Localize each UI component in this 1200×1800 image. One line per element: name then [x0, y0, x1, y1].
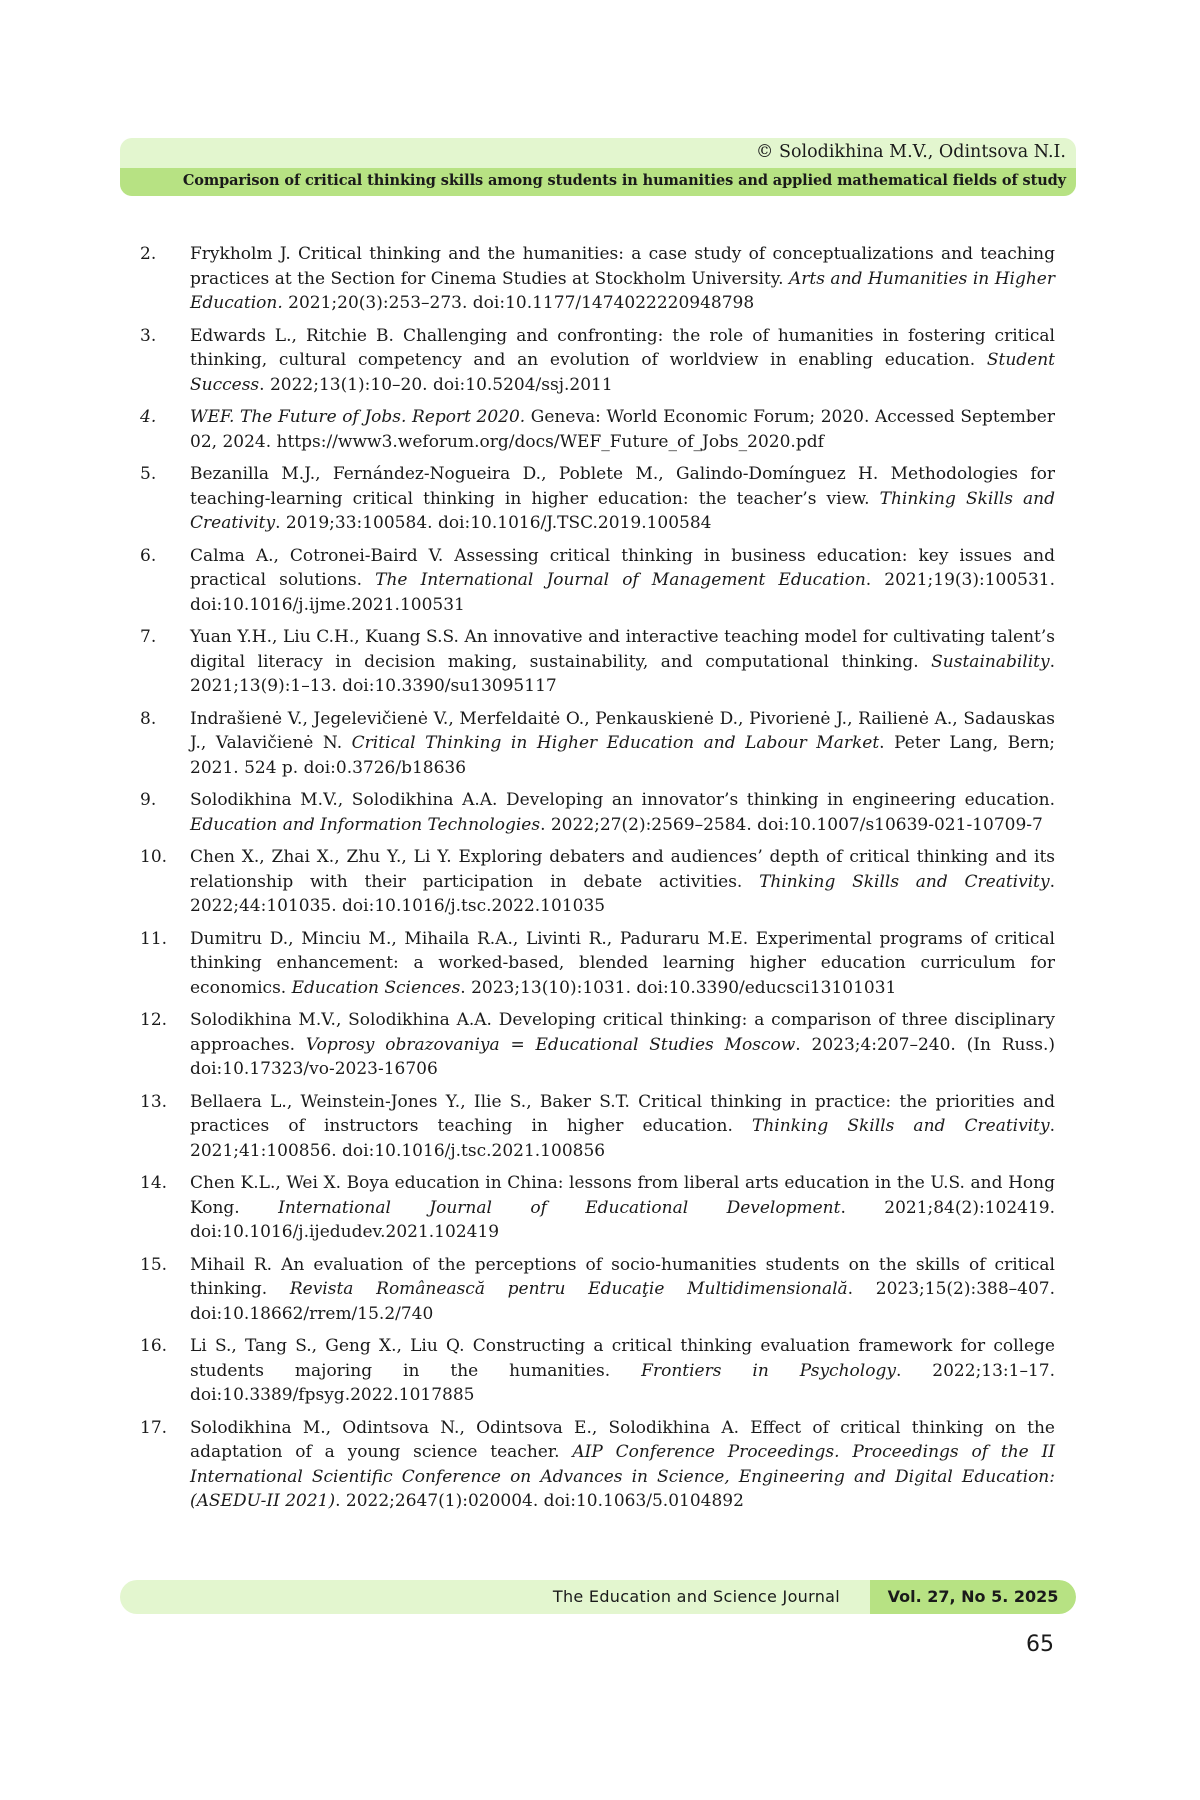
running-footer — [120, 1580, 1076, 1614]
reference-segment: . 2022;44:101035. doi:10.1016/j.tsc.2022.101035 — [190, 871, 1055, 916]
reference-segment: Mihail R. An evaluation of the perceptions of socio-humanities students on the skills of critical thinking. — [190, 1254, 1055, 1299]
reference-item — [140, 625, 1055, 699]
reference-source-title: Sustainability — [931, 651, 1050, 672]
reference-number: 17. — [140, 1417, 168, 1438]
reference-list — [140, 242, 1055, 1522]
reference-source-title: Thinking Skills and Creativity — [190, 488, 1056, 533]
reference-segment: Solodikhina M., Odintsova N., Odintsova E., Solodikhina A. Effect of critical thinking on the adaptation of a young science teacher. — [190, 1417, 1055, 1462]
reference-item — [140, 544, 1055, 618]
header-paper-title: Comparison of critical thinking skills among students in humanities and applied mathematical fields of study — [182, 172, 1066, 189]
reference-text — [190, 1090, 1055, 1164]
header-authors: © Solodikhina M.V., Odintsova N.I. — [755, 142, 1066, 162]
reference-segment: Calma A., Cotronei-Baird V. Assessing critical thinking in business education: key issues and practical solutions. — [190, 545, 1055, 590]
reference-item — [140, 927, 1055, 1001]
reference-segment: Li S., Tang S., Geng X., Liu Q. Constructing a critical thinking evaluation framework for college students majoring in the humanities. — [190, 1336, 1055, 1381]
page-number: 65 — [1026, 1632, 1054, 1657]
reference-segment: Chen K.L., Wei X. Boya education in China: lessons from liberal arts education in the U.S. and Hong Kong. — [190, 1173, 1055, 1218]
reference-source-title: Revista Românească pentru Educaţie Multidimensională — [289, 1279, 848, 1299]
reference-number: 7. — [140, 627, 157, 647]
reference-text — [190, 462, 1055, 536]
reference-number: 6. — [140, 545, 157, 566]
reference-segment: Bezanilla M.J., Fernández-Nogueira D., Poblete M., Galindo-Domínguez H. Methodologies for teaching-learning critical thinking in higher education: the teacher’s view. — [190, 464, 1055, 509]
reference-text — [190, 1253, 1055, 1327]
reference-number: 15. — [140, 1254, 168, 1275]
reference-item — [140, 788, 1055, 837]
reference-source-title: Education Sciences — [291, 977, 461, 998]
reference-segment: Solodikhina M.V., Solodikhina A.A. Developing an innovator’s thinking in engineering education. — [190, 790, 1055, 810]
reference-text — [190, 625, 1055, 699]
reference-text — [190, 927, 1055, 1001]
reference-text — [190, 242, 1055, 316]
reference-text — [190, 707, 1055, 781]
reference-number: 13. — [140, 1091, 168, 1112]
reference-source-title: The International Journal of Management Education — [375, 570, 866, 590]
reference-source-title: Thinking Skills and Creativity — [751, 1116, 1050, 1136]
reference-segment: Dumitru D., Minciu M., Mihaila R.A., Livinti R., Paduraru M.E. Experimental programs of critical thinking enhancement: a worked-based, blended learning higher education curriculum for economics. — [190, 928, 1055, 998]
footer-volume: Vol. 27, No 5. 2025 — [870, 1580, 1076, 1614]
reference-item — [140, 242, 1055, 316]
reference-number: 5. — [140, 464, 157, 484]
reference-source-title: Arts and Humanities in Higher Education. — [190, 268, 1055, 313]
reference-segment: Edwards L., Ritchie B. Challenging and confronting: the role of humanities in fostering critical thinking, cultural competency and an evolution of worldview in enabling education. — [190, 325, 1055, 370]
reference-item — [140, 1334, 1055, 1408]
reference-item — [140, 1171, 1055, 1245]
reference-text — [190, 1008, 1055, 1082]
reference-source-title: AIP Conference Proceedings. Proceedings of the II International Scientific Conference on Advances in Science, Engineering and Digital Education: (ASEDU-II 2021) — [190, 1442, 1056, 1511]
reference-segment: Yuan Y.H., Liu C.H., Kuang S.S. An innovative and interactive teaching model for cultivating talent’s digital literacy in decision making, sustainability, and computational thinking. — [190, 627, 1055, 672]
reference-segment: Frykholm J. Critical thinking and the humanities: a case study of conceptualizations and teaching practices at the Section for Cinema Studies at Stockholm University. — [190, 244, 1055, 289]
reference-segment: . 2019;33:100584. doi:10.1016/J.TSC.2019.100584 — [275, 513, 712, 533]
reference-segment: . 2022;2647(1):020004. doi:10.1063/5.0104892 — [335, 1491, 744, 1511]
reference-text — [190, 1416, 1055, 1514]
reference-segment: 2021;20(3):253–273. doi:10.1177/1474022220948798 — [282, 293, 755, 313]
reference-number: 2. — [140, 244, 157, 264]
reference-segment: Bellaera L., Weinstein-Jones Y., Ilie S., Baker S.T. Critical thinking in practice: the priorities and practices of instructors teaching in higher education. — [190, 1091, 1055, 1136]
reference-segment: Chen X., Zhai X., Zhu Y., Li Y. Exploring debaters and audiences’ depth of critical thinking and its relationship with their participation in debate activities. — [190, 847, 1055, 892]
reference-item — [140, 1008, 1055, 1082]
reference-source-title: WEF. The Future of Jobs. Report 2020. — [190, 407, 526, 427]
reference-text — [190, 544, 1055, 618]
reference-item — [140, 707, 1055, 781]
reference-item — [140, 324, 1055, 398]
reference-source-title: Student Success — [190, 350, 1055, 395]
reference-source-title: Education and Information Technologies — [190, 814, 541, 835]
reference-text — [190, 405, 1055, 454]
reference-source-title: Voprosy obrazovaniya = Educational Studies Moscow — [305, 1034, 796, 1055]
reference-text — [190, 324, 1055, 398]
reference-source-title: Frontiers in Psychology — [641, 1360, 896, 1381]
reference-segment: . 2021;84(2):102419. doi:10.1016/j.ijedudev.2021.102419 — [190, 1197, 1055, 1242]
reference-segment: . 2023;15(2):388–407. doi:10.18662/rrem/15.2/740 — [190, 1279, 1055, 1324]
reference-segment: Indrašienė V., Jegelevičienė V., Merfeldaitė O., Penkauskienė D., Pivorienė J., Railienė A., Sadauskas J., Valavičienė N. — [190, 708, 1055, 753]
reference-number: 10. — [140, 847, 168, 867]
reference-item — [140, 462, 1055, 536]
reference-source-title: International Journal of Educational Development — [278, 1197, 841, 1218]
reference-number: 11. — [140, 928, 168, 949]
reference-segment: . Peter Lang, Bern; 2021. 524 p. doi:0.3726/b18636 — [190, 733, 1056, 778]
reference-segment: . 2021;13(9):1–13. doi:10.3390/su13095117 — [190, 651, 1055, 696]
reference-item — [140, 1416, 1055, 1514]
reference-number: 9. — [140, 790, 157, 810]
reference-item — [140, 845, 1055, 919]
reference-segment: . 2022;13(1):10–20. doi:10.5204/ssj.2011 — [259, 374, 613, 395]
reference-text — [190, 788, 1055, 837]
reference-item — [140, 1253, 1055, 1327]
reference-number: 8. — [140, 708, 157, 729]
reference-text — [190, 1171, 1055, 1245]
reference-number: 14. — [140, 1173, 168, 1193]
reference-item — [140, 1090, 1055, 1164]
reference-source-title: Thinking Skills and Creativity — [759, 871, 1050, 892]
reference-number: 16. — [140, 1336, 168, 1356]
reference-number: 3. — [140, 325, 157, 346]
reference-segment: . 2022;13:1–17. doi:10.3389/fpsyg.2022.1017885 — [190, 1360, 1056, 1405]
reference-segment: . 2021;41:100856. doi:10.1016/j.tsc.2021.100856 — [190, 1116, 1055, 1161]
reference-source-title: Critical Thinking in Higher Education and Labour Market — [351, 733, 880, 753]
reference-number: 4. — [140, 407, 157, 427]
footer-journal-name: The Education and Science Journal — [552, 1587, 840, 1606]
reference-segment: . 2021;19(3):100531. doi:10.1016/j.ijme.2021.100531 — [190, 570, 1056, 615]
reference-segment: . 2023;4:207–240. (In Russ.) doi:10.17323/vo-2023-16706 — [190, 1034, 1055, 1079]
reference-number: 12. — [140, 1010, 168, 1030]
reference-item — [140, 405, 1055, 454]
reference-text — [190, 845, 1055, 919]
running-header — [120, 138, 1076, 196]
reference-segment: Solodikhina M.V., Solodikhina A.A. Developing critical thinking: a comparison of three disciplinary approaches. — [190, 1010, 1055, 1055]
reference-segment: Geneva: World Economic Forum; 2020. Accessed September 02, 2024. https://www3.weforum.org/docs/WEF_Future_of_Jobs_2020.pdf — [190, 407, 1055, 452]
reference-text — [190, 1334, 1055, 1408]
reference-segment: . 2023;13(10):1031. doi:10.3390/educsci13101031 — [460, 977, 897, 998]
reference-segment: . 2022;27(2):2569–2584. doi:10.1007/s10639-021-10709-7 — [540, 814, 1043, 835]
